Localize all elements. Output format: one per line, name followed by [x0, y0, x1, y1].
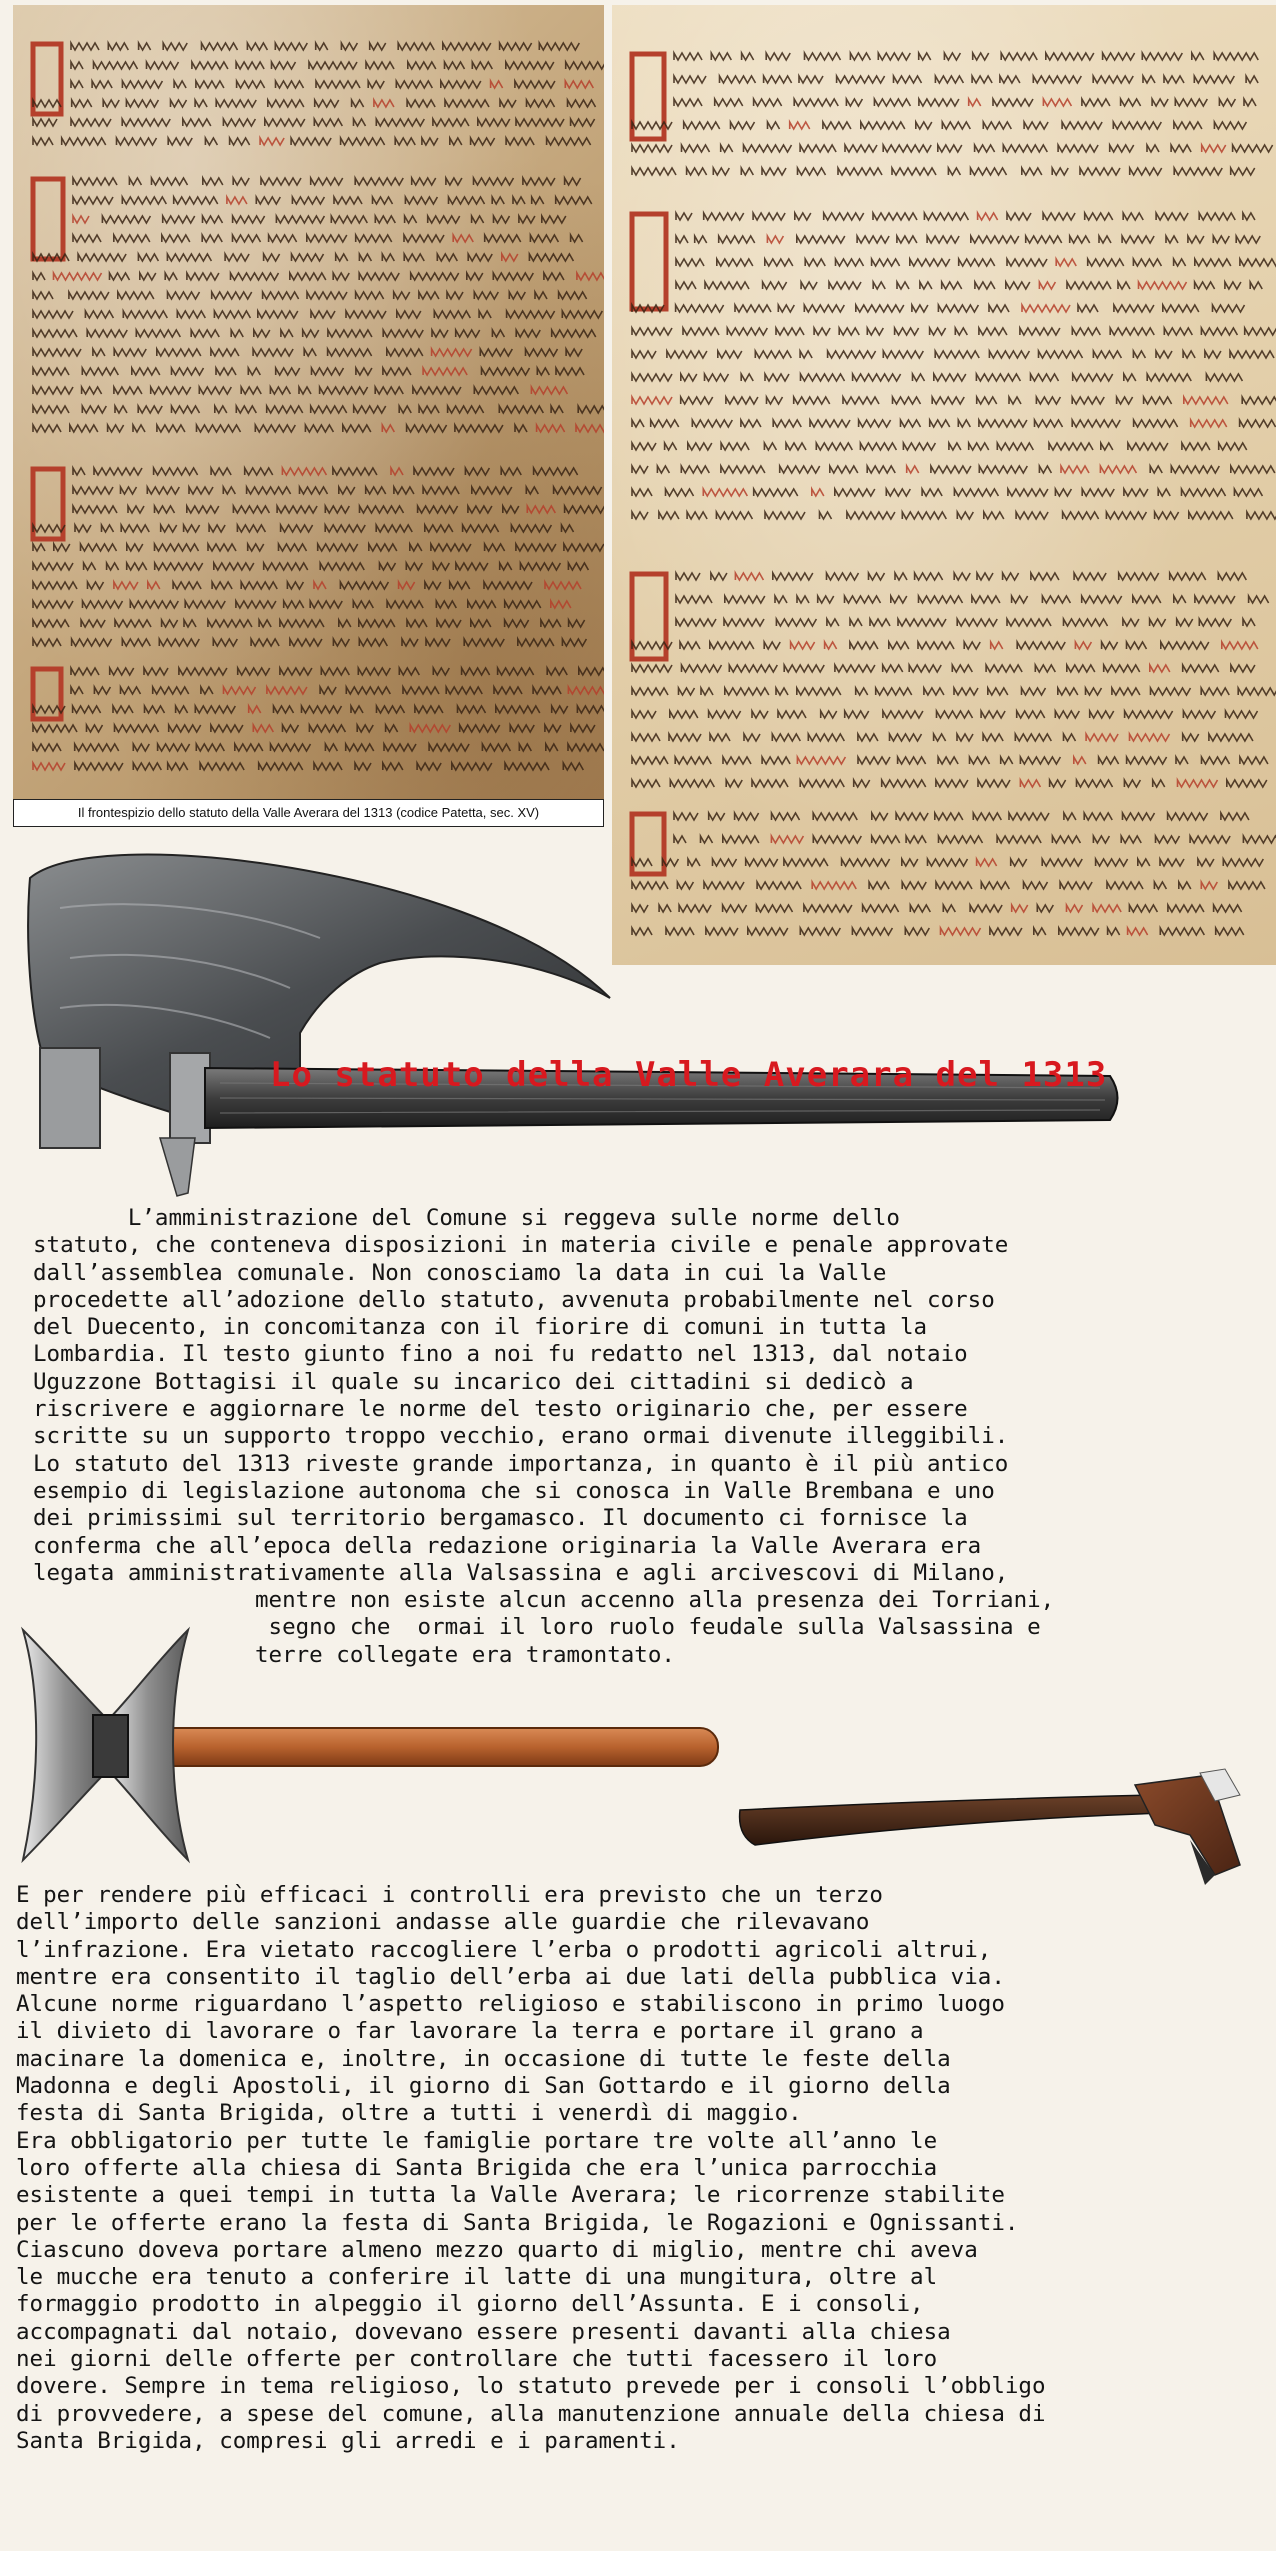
- paragraph-1-line: scritte su un supporto troppo vecchio, erano ormai divenute illeggibili.: [33, 1423, 1009, 1450]
- paragraph-1-line: riscrivere e aggiornare le norme del testo originario che, per essere: [33, 1396, 968, 1423]
- paragraph-2-line: formaggio prodotto in alpeggio il giorno dell’Assunta. E i consoli,: [16, 2291, 924, 2318]
- paragraph-2-line: di provvedere, a spese del comune, alla manutenzione annuale della chiesa di: [16, 2400, 1046, 2427]
- paragraph-2-line: macinare la domenica e, inoltre, in occasione di tutte le feste della: [16, 2045, 951, 2072]
- double-axe-image: [18, 1620, 728, 1870]
- paragraph-1-line: Lo statuto del 1313 riveste grande importanza, in quanto è il più antico: [33, 1450, 1009, 1477]
- page-title: Lo statuto della Valle Averara del 1313: [270, 1055, 1108, 1095]
- paragraph-2-line: il divieto di lavorare o far lavorare la terra e portare il grano a: [16, 2018, 924, 2045]
- paragraph-2-line: accompagnati dal notaio, dovevano essere presenti davanti alla chiesa: [16, 2318, 951, 2345]
- halberd-axe-image: [20, 848, 1130, 1238]
- paragraph-1-line: terre collegate era tramontato.: [255, 1641, 675, 1668]
- paragraph-1-line: legata amministrativamente alla Valsassina e agli arcivescovi di Milano,: [33, 1559, 1009, 1586]
- paragraph-2-line: dovere. Sempre in tema religioso, lo statuto prevede per i consoli l’obbligo: [16, 2373, 1046, 2400]
- manuscript-right-image: [612, 5, 1276, 965]
- manuscript-left-image: [13, 5, 604, 799]
- manuscript-caption: Il frontespizio dello statuto della Valle Averara del 1313 (codice Patetta, sec. XV): [13, 799, 604, 827]
- paragraph-2-line: Ciascuno doveva portare almeno mezzo quarto di miglio, mentre chi aveva: [16, 2236, 978, 2263]
- paragraph-1-line: Lombardia. Il testo giunto fino a noi fu redatto nel 1313, dal notaio: [33, 1341, 968, 1368]
- paragraph-2-line: l’infrazione. Era vietato raccogliere l’erba o prodotti agricoli altrui,: [16, 1936, 992, 1963]
- paragraph-1-line: del Duecento, in concomitanza con il fiorire di comuni in tutta la: [33, 1314, 928, 1341]
- paragraph-2-line: E per rendere più efficaci i controlli era previsto che un terzo: [16, 1882, 883, 1908]
- paragraph-1-line: conferma che all’epoca della redazione originaria la Valle Averara era: [33, 1532, 982, 1559]
- paragraph-1-line: segno che ormai il loro ruolo feudale sulla Valsassina e: [255, 1614, 1041, 1641]
- paragraph-2-line: dell’importo delle sanzioni andasse alle guardie che rilevavano: [16, 1909, 870, 1936]
- paragraph-2-line: festa di Santa Brigida, oltre a tutti i venerdì di maggio.: [16, 2100, 802, 2127]
- paragraph-1: [33, 1205, 1008, 1587]
- paragraph-2-line: Santa Brigida, compresi gli arredi e i paramenti.: [16, 2427, 680, 2454]
- paragraph-1-line: esempio di legislazione autonoma che si conosca in Valle Brembana e uno: [33, 1477, 995, 1504]
- paragraph-1-line: statuto, che conteneva disposizioni in materia civile e penale approvate: [33, 1232, 1009, 1259]
- paragraph-2-line: Madonna e degli Apostoli, il giorno di San Gottardo e il giorno della: [16, 2073, 951, 2100]
- paragraph-2-line: Era obbligatorio per tutte le famiglie portare tre volte all’anno le: [16, 2127, 938, 2154]
- paragraph-2-line: loro offerte alla chiesa di Santa Brigida che era l’unica parrocchia: [16, 2154, 938, 2181]
- paragraph-2-line: mentre era consentito il taglio dell’erba ai due lati della pubblica via.: [16, 1963, 1005, 1990]
- paragraph-2: [16, 1882, 1046, 2455]
- paragraph-1-line: mentre non esiste alcun accenno alla presenza dei Torriani,: [255, 1587, 1055, 1613]
- paragraph-2-line: nei giorni delle offerte per controllare che tutti facessero il loro: [16, 2346, 938, 2373]
- paragraph-1-line: dall’assemblea comunale. Non conosciamo la data in cui la Valle: [33, 1259, 887, 1286]
- paragraph-1-line: dei primissimi sul territorio bergamasco. Il documento ci fornisce la: [33, 1505, 968, 1532]
- paragraph-2-line: esistente a quei tempi in tutta la Valle Averara; le ricorrenze stabilite: [16, 2182, 1005, 2209]
- paragraph-1-line: procedette all’adozione dello statuto, avvenuta probabilmente nel corso: [33, 1286, 995, 1313]
- paragraph-1-line: Uguzzone Bottagisi il quale su incarico dei cittadini si dedicò a: [33, 1368, 914, 1395]
- paragraph-1-line: L’amministrazione del Comune si reggeva sulle norme dello: [33, 1205, 900, 1231]
- paragraph-2-line: per le offerte erano la festa di Santa Brigida, le Rogazioni e Ognissanti.: [16, 2209, 1019, 2236]
- paragraph-2-line: le mucche era tenuto a conferire il latte di una mungitura, oltre al: [16, 2264, 938, 2291]
- paragraph-2-line: Alcune norme riguardano l’aspetto religioso e stabiliscono in primo luogo: [16, 1991, 1005, 2018]
